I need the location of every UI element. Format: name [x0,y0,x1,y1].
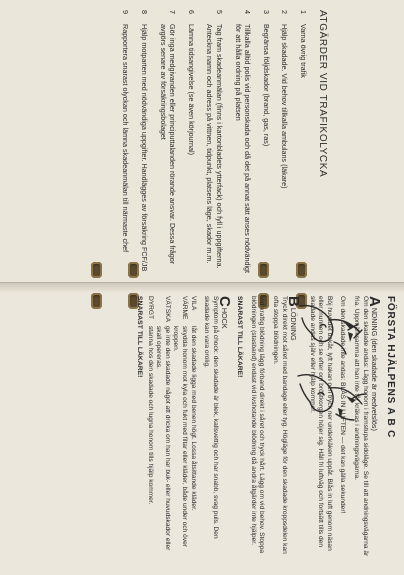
step-text: Tag fram skadeanmälan (finns i kartonbladets ytterfack) och fyll i uppgifterna. Anteckna namn och adress på vittnen, tidpunkt, platsens läge, skador m.m. [205,24,225,269]
step-number: 8 [140,10,150,14]
spacer [298,296,302,561]
step-item [280,10,290,280]
step-number: 1 [299,10,308,14]
step-number: 2 [280,10,290,14]
step-text: Gör inga medgivanden eller principuttalanden rörande ansvar. Dessa frågor avgörs senare av försäkringsbolaget [158,24,178,265]
important-note: SNARAST TILL LÄKARE! [136,296,144,378]
step-text: Tillkalla alltid polis vid personskada och då det på annat sätt anses nödvändigt för att hålla ordning på platsen [233,24,253,274]
step-number: 4 [243,10,253,14]
step-item [186,10,196,280]
symptom-key: VÄTSKA [163,296,171,323]
forsta-hjalpen-text-block [26,296,396,561]
symptom-key: VILA [189,296,197,311]
step-item [298,10,308,280]
section-letter: A [366,296,383,307]
section-heading-text: HOCK [220,307,230,329]
section-heading-text: LÖDNING [289,307,299,341]
step-number: 6 [186,10,196,14]
binding-hole [91,262,102,278]
step-number: 3 [261,10,271,14]
step-item [233,10,252,280]
step-number: 7 [168,10,178,14]
symptom-value: stanna hos den skadade och lugna honom tills hjälp kommer. [146,326,154,505]
step-item [205,10,224,280]
paragraph: Vid kraftig blödning lägg förband direkt i såret och tryck hårt. Lägg om vid behov. Stoppa blödningen (stasband) endast vid livshotande blödning då andra åtgärder inte hjälper. [249,296,266,554]
symptom-key: DYRGT [146,296,154,320]
section-heading-blodning [285,296,303,561]
symptom-row [154,296,171,561]
step-item [121,10,131,280]
symptom-row [145,296,154,561]
step-item [158,10,177,280]
symptom-row [171,296,188,561]
section-heading-andning [366,296,383,561]
page-trafikolycka [0,0,404,283]
step-text: Varna övrig trafik [299,24,308,78]
symptom-row [188,296,197,561]
binding-hole [296,262,307,278]
step-number: 9 [121,10,131,14]
paragraph: Böj huvudet bakåt, lyft hakan och tryck ner underkäken uppåt. Blås in luft genom näsan eller munnen och se efter om bröstkorgen höjer sig. Håll fri luftväg och fortsätt tills den skadade andas själv eller hjälp kommer. [308,296,333,551]
step-item [261,10,271,280]
step-text: Begränsa följdskador (brand, gas, ras) [261,24,271,147]
section-heading-text: NDNING (den skadade är medvetslös) [370,307,379,431]
section-letter: B [285,296,303,307]
symptom-key: VÄRME [181,296,189,320]
paragraph: Om den skadade inte andas: BLÅS IN LUFTEN — det kan gälla sekunder! [339,296,347,514]
binding-hole [128,262,139,278]
page-title-forsta-hjalpen: FÖRSTA HJÄLPENS A B C [385,296,396,439]
symptom-value: låt den skadade ligga med benen högt. Lossa åtsittande kläder. [189,326,197,511]
step-text: Rapportera snarast olyckan och lämna skadeanmälan till närmaste chef [121,24,131,253]
steps-list [121,10,308,280]
step-text: Hjälp skadade. Vid behov tillkalla ambulans (läkare) [280,24,290,189]
section-letter: C [216,296,234,307]
trafikolycka-text-block [18,10,328,280]
symptom-value: ge inte den skadade något att dricka om han har buk- eller huvudskador eller skall opereras. [155,326,171,551]
step-text: Hjälp motparten med nödvändiga uppgifter. Handlägges av försäkring FCF/JB [140,24,150,272]
page-fold-shadow [0,283,404,293]
page-title-trafikolycka: ATGÄRDER VID TRAFIKOLYCKA [317,10,328,178]
paragraph: Symptom på chock: den skadade är blek, kallsvettig och har snabb, svag puls. Den skadade kan vara orolig. [203,296,219,539]
step-text: Lämna tidsangivelse (se även körjournal) [186,24,196,156]
symptom-value: skydda honom mot kyla och fukt med filtar eller kläder, både under och över kroppen. [172,326,189,548]
step-number: 5 [215,10,225,14]
step-item [139,10,149,280]
section-heading-chock [216,296,234,561]
important-note: SNARAST TILL LÄKARE! [236,296,244,378]
paragraph: Om den skadade andas: Lägg honom i framstupa sidoläge. Se till att andningsvägarna är fria. Uppmärksamma att han inte får kräkas i andningsvägarna. [353,296,369,557]
paragraph: Tryck direkt mot såret med bandage eller tyg. Högläge för den skadade kroppsdelen kan ofta stoppa blödningen. [272,296,288,554]
binding-hole [258,262,269,278]
